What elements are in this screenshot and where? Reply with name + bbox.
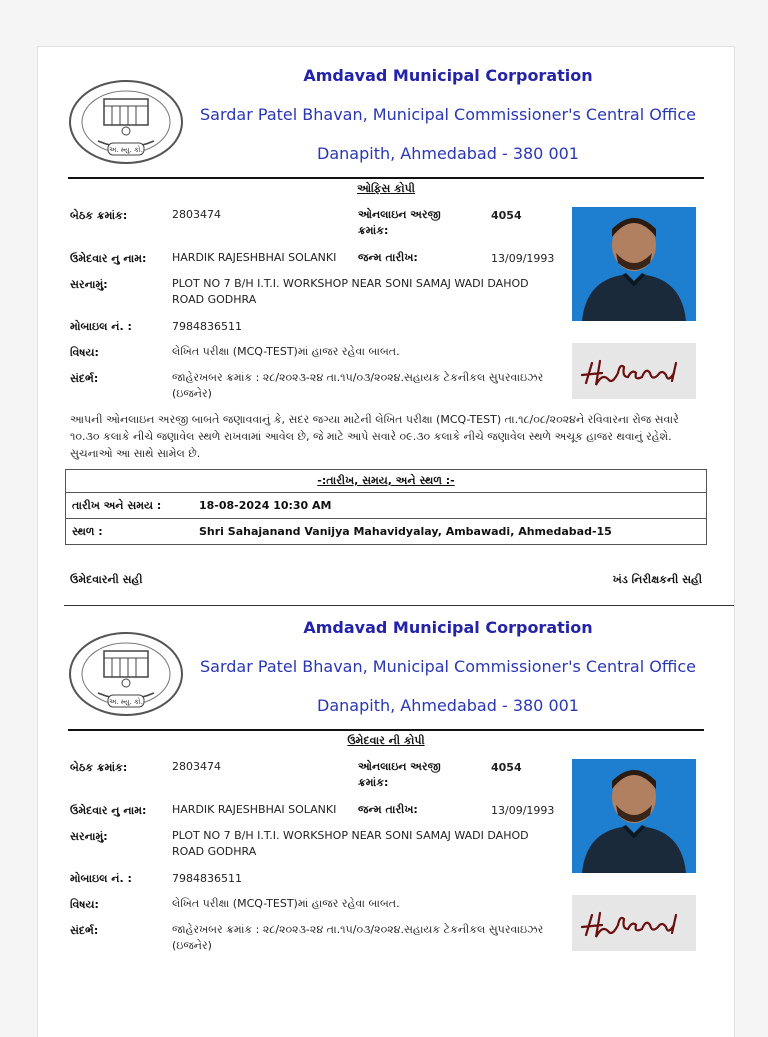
candidate-photo [572,759,696,873]
amc-seal-icon [68,79,184,165]
cut-line [64,605,734,606]
mobile-value: 7984836511 [172,320,242,333]
dob-label: જન્મ તારીખ: [358,803,418,816]
org-city: Danapith, Ahmedabad - 380 001 [317,144,579,163]
candidate-name-value: HARDIK RAJESHBHAI SOLANKI [172,803,337,816]
subject-value: લેખિત પરીક્ષા (MCQ-TEST)માં હાજર રહેવા બાબત. [172,897,400,910]
org-city: Danapith, Ahmedabad - 380 001 [317,696,579,715]
application-number-label: ઓનલાઇન અરજી ક્રમાંક: [358,760,441,789]
mobile-label: મોબાઇલ નં. : [70,872,132,885]
candidate-signature-label: ઉમેદવારની સહી [70,573,143,586]
reference-label: સંદર્ભ: [70,372,99,385]
mobile-label: મોબાઇલ નં. : [70,320,132,333]
address-value: PLOT NO 7 B/H I.T.I. WORKSHOP NEAR SONI SAMAJ WADI DAHOD ROAD GODHRA [172,277,529,306]
copy-type-label: ઉમેદવાર ની કોપી [347,734,425,747]
application-number-value: 4054 [491,761,522,774]
address-label: સરનામું: [70,278,108,291]
candidate-signature [572,343,696,399]
application-number-label: ઓનલાઇન અરજી ક્રમાંક: [358,208,441,237]
subject-label: વિષય: [70,898,99,911]
dob-value: 13/09/1993 [491,252,555,265]
datetime-value: 18-08-2024 10:30 AM [199,499,332,512]
dob-label: જન્મ તારીખ: [358,251,418,264]
candidate-name-value: HARDIK RAJESHBHAI SOLANKI [172,251,337,264]
address-label: સરનામું: [70,830,108,843]
candidate-name-label: ઉમેદવાર નુ નામ: [70,252,147,265]
intimation-paragraph: આપની ઓનલાઇન અરજી બાબતે જણાવવાનું કે, સદર જગ્યા માટેની લેખિત પરીક્ષા (MCQ-TEST) તા.૧૮/૦૮/૨૦૨૪ને રવિવારના રોજ સવારે ૧૦.૩૦ કલાકે નીચે જણાવેલ સ્થળે રાખવામાં આવેલ છે, જે માટે આપે સવારે ૦૯.૩૦ કલાકે નીચે જણાવેલ સ્થળે અચૂક હાજર થવાનું રહેશે. સુચનાઓ આ સાથે સામેલ છે. [70,413,679,460]
amc-seal-icon [68,631,184,717]
header-divider [68,177,704,179]
copy-type-label: ઓફિસ કોપી [357,182,415,195]
subject-value: લેખિત પરીક્ષા (MCQ-TEST)માં હાજર રહેવા બાબત. [172,345,400,358]
reference-value: જાહેરખબર ક્રમાંક : ૨૮/૨૦૨૩-૨૪ તા.૧૫/૦૩/૨૦૨૪.સહાયક ટેકનીકલ સુપરવાઇઝર (ઇજનેર) [172,371,544,400]
supervisor-signature-label: ખંડ નિરીક્ષકની સહી [612,573,702,586]
mobile-value: 7984836511 [172,872,242,885]
subject-label: વિષય: [70,346,99,359]
venue-row-place [66,519,706,544]
org-name: Amdavad Municipal Corporation [303,66,593,85]
header-divider [68,729,704,731]
candidate-photo [572,207,696,321]
address-value: PLOT NO 7 B/H I.T.I. WORKSHOP NEAR SONI SAMAJ WADI DAHOD ROAD GODHRA [172,829,529,858]
place-label: સ્થળ : [72,525,103,538]
venue-table-heading: -:તારીખ, સમય, અને સ્થળ :- [66,470,706,493]
venue-row-datetime [66,493,706,519]
reference-value: જાહેરખબર ક્રમાંક : ૨૮/૨૦૨૩-૨૪ તા.૧૫/૦૩/૨૦૨૪.સહાયક ટેકનીકલ સુપરવાઇઝર (ઇજનેર) [172,923,544,952]
org-address: Sardar Patel Bhavan, Municipal Commissioner's Central Office [200,105,696,124]
seat-number-label: બેઠક ક્રમાંક: [70,761,128,774]
candidate-name-label: ઉમેદવાર નુ નામ: [70,804,147,817]
datetime-label: તારીખ અને સમય : [72,499,162,512]
venue-table [65,469,707,545]
org-name: Amdavad Municipal Corporation [303,618,593,637]
seat-number-value: 2803474 [172,208,221,221]
hall-ticket-page [37,46,735,1037]
place-value: Shri Sahajanand Vanijya Mahavidyalay, Ambawadi, Ahmedabad-15 [199,525,612,538]
seal-text: અ. મ્યુ. કો. [109,146,143,154]
seat-number-label: બેઠક ક્રમાંક: [70,209,128,222]
org-address: Sardar Patel Bhavan, Municipal Commissioner's Central Office [200,657,696,676]
reference-label: સંદર્ભ: [70,924,99,937]
seat-number-value: 2803474 [172,760,221,773]
seal-text: અ. મ્યુ. કો. [109,698,143,706]
candidate-signature [572,895,696,951]
dob-value: 13/09/1993 [491,804,555,817]
application-number-value: 4054 [491,209,522,222]
